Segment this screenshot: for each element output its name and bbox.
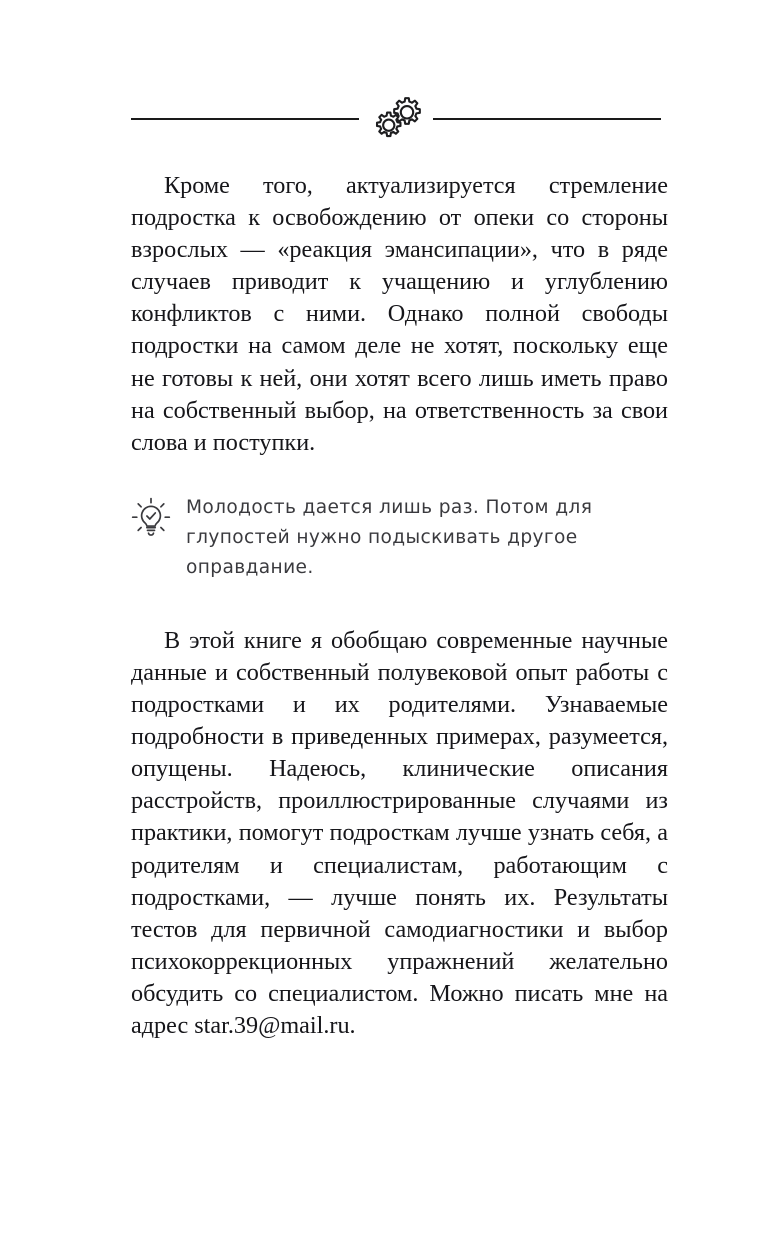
- callout-quote: [131, 493, 668, 583]
- body-paragraph-2: В этой книге я обобщаю современные научные данные и собственный полувековой опыт работы с подростками и их родителями. Узнаваемые подробности в приведенных примерах, разумеется, опущены. Надеюсь, клинические описания расстройств, проиллюстрированные случаями из практики, помогут подросткам лучше узнать себя, а родителям и специалистам, работающим с подростками, — лучше понять их. Результаты тестов для первичной самодиагностики и выбор психокоррекционных упражнений желательно обсудить со специалистом. Можно писать мне на адрес star.39@mail.ru.: [131, 626, 668, 1039]
- callout-bottom-spacer: [131, 583, 668, 625]
- body-paragraph-1: Кроме того, актуализируется стремление подростка к освобождению от опеки со стороны взрослых — «реакция эмансипации», что в ряде случаев приводит к учащению и углублению конфликтов с ними. Однако полной свободы подростки на самом деле не хотят, поскольку еще не готовы к ней, они хотят всего лишь иметь право на собственный выбор, на ответственность за свои слова и поступки.: [131, 172, 668, 456]
- divider-rule-left: [131, 118, 359, 120]
- double-gear-icon: [365, 88, 427, 150]
- divider-rule-right: [433, 118, 661, 120]
- callout-text: Молодость дается лишь раз. Потом для глупостей нужно подыскивать другое оправдание.: [186, 496, 593, 578]
- page-content: [131, 170, 668, 1042]
- header-ornament: [131, 88, 661, 150]
- lightbulb-check-icon: [131, 497, 171, 543]
